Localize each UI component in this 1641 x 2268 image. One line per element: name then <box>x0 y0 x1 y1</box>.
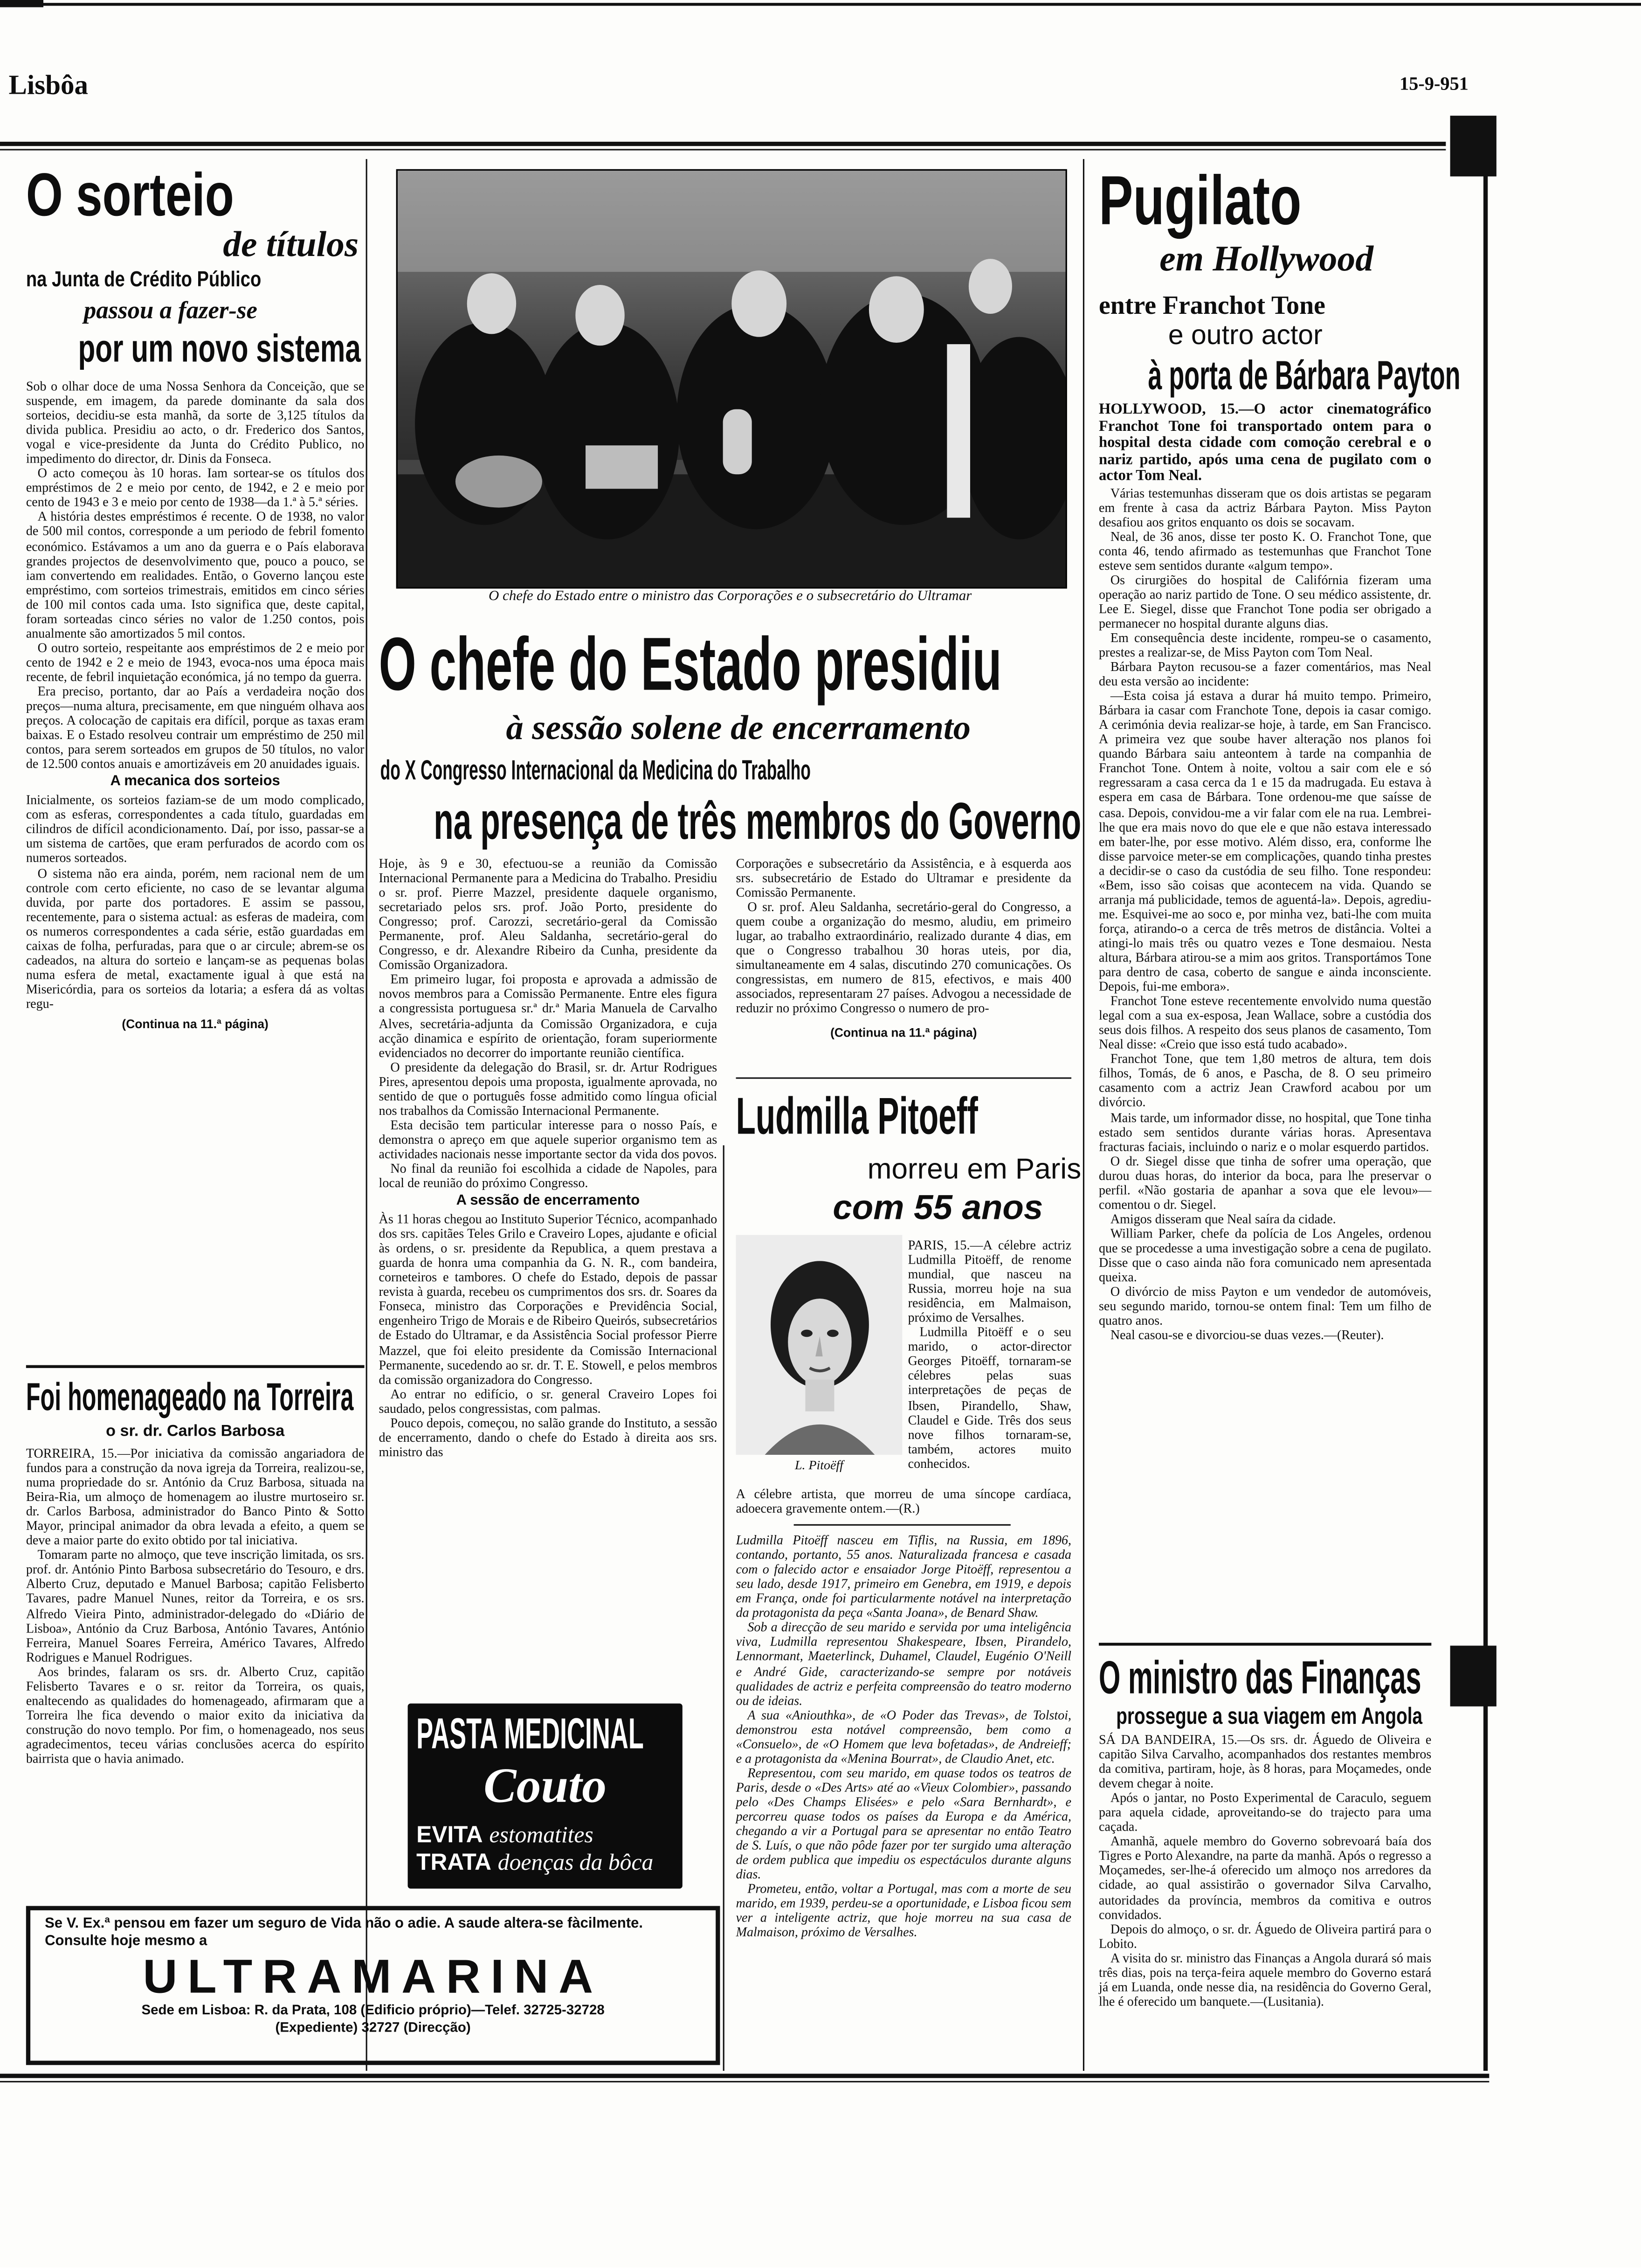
chefe-paragraph: O presidente da delegação do Brasil, sr. dr. Artur Rodrigues Pires, apresentou depois uma proposta, igualmente aprovada, no sentido de que o português fosse admitido como língua oficial nos trabalhos da Comissão Internacional Permanente. <box>379 1059 717 1118</box>
ludmilla-paragraph: PARIS, 15.—A célebre actriz Ludmilla Pitoëff, de renome mundial, que nasceu na Russia, morreu hoje na sua residência, em Malmaison, próximo de Versalhes. <box>908 1238 1072 1325</box>
chefe-headline: O chefe do Estado presidiu <box>379 623 1002 707</box>
pugilato-headline-2: em Hollywood <box>1159 240 1373 279</box>
sorteio-article <box>26 160 365 1031</box>
sorteio-paragraph: O outro sorteio, respeitante aos empréstimos de 2 e meio por cento de 1942 e 2 e meio de 1943, evoca-nos uma época mais recente, de febril inquietação económica, já no tempo da guerra. <box>26 640 365 684</box>
top-corner-mark <box>0 0 43 7</box>
sorteio-paragraph: O sistema não era ainda, porém, nem racional nem de um controle com certo eficiente, no caso de se levantar alguma duvida, por parte dos portadores. E assim se passou, recentemente, para o sistema actual: as esferas de madeira, com os numeros correspondentes a cada série, estão guardadas em caixas de folha, perfuradas, para que o ar circule; abrem-se os cadeados, na altura do sorteio e lançam-se as pequenas bolas numa esfera de metal, exactamente igual à que está na Misericórdia, para os sorteios da lotaria; a esfera dá as voltas regu- <box>26 865 365 1011</box>
sorteio-paragraph: Era preciso, portanto, dar ao País a verdadeira noção dos preços—numa altura, precisamente, em que ninguém olhava aos preços. A colocação de capitais era difícil, porque as taxas eram baixas. E o Estado resolveu contrair um empréstimo de 250 mil contos, para serem sorteados em grupos de 50 títulos, no valor de 12.500 contos anuais e amortizáveis em 20 anuidades iguais. <box>26 684 365 771</box>
torreira-article <box>26 1374 365 1766</box>
corner-block-2 <box>1450 1646 1496 1706</box>
ministro-paragraph: Depois do almoço, o sr. dr. Águedo de Oliveira partirá para o Lobito. <box>1099 1921 1432 1950</box>
ludmilla-portrait-image <box>736 1235 903 1455</box>
ad-line-1: Se V. Ex.ª pensou em fazer um seguro de Vida não o adie. A saude altera-se fàcilmente. <box>45 1916 643 1932</box>
column-rule-mid <box>723 1145 724 2071</box>
congress-photo-image <box>398 171 1066 587</box>
pugilato-lead: HOLLYWOOD, 15.—O actor cinematográfico Franchot Tone foi transportado ontem para o hospital desta cidade com comoção cerebral e o nariz partido, após uma cena de pugilato com o actor Tom Neal. <box>1099 402 1432 484</box>
sorteio-paragraph: A história destes empréstimos é recente. O de 1938, no valor de 500 mil contos, corresponde a um periodo de febril fomento económico. Estávamos a um ano da guerra e o País elaborava grandes projectos de desenvolvimento que, pouco a pouco, se iam convertendo em realidades. Então, o Governo lançou este empréstimo, com sorteios trimestrais, emitidos em cinco séries de 100 mil contos cada uma. Isto significa que, deste capital, foram sorteadas cinco séries no valor de 1.250 contos, pois anualmente são amortizados 5 mil contos. <box>26 509 365 641</box>
pugilato-paragraph: Amigos disseram que Neal saíra da cidade. <box>1110 1211 1336 1226</box>
bottom-rule-1 <box>0 2074 1489 2078</box>
bottom-rule-2 <box>0 2081 1489 2082</box>
masthead-rule-1 <box>0 142 1446 146</box>
pasta-evita: EVITA <box>416 1823 483 1848</box>
chefe-col-1 <box>379 856 717 1459</box>
pasta-line-1: PASTA MEDICINAL <box>416 1710 644 1759</box>
chefe-paragraph: Corporações e subsecretário da Assistência, e à esquerda aos srs. subsecretário de Estado do Ultramar e presidente da Comissão Permanente. <box>736 856 1072 900</box>
pugilato-headline: Pugilato <box>1099 163 1302 240</box>
pugilato-paragraph: Os cirurgiões do hospital de Califórnia fizeram uma operação ao nariz partido de Tone. O seu médico assistente, dr. Lee E. Siegel, disse que Franchot Tone podia ser obrigado a permanecer no hospital durante alguns dias. <box>1099 572 1432 630</box>
pasta-brand: Couto <box>483 1760 607 1814</box>
ministro-headline-2: prossegue a sua viagem em Angola <box>1116 1705 1423 1730</box>
masthead-city: Lisbôa <box>8 70 88 102</box>
chefe-headline-2: à sessão solene de encerramento <box>506 710 971 748</box>
ad-line-2: Consulte hoje mesmo a <box>45 1933 207 1950</box>
pasta-trata-line <box>416 1850 674 1877</box>
ludmilla-top-rule <box>736 1077 1072 1079</box>
torreira-top-rule <box>26 1365 365 1368</box>
sorteio-continuation: (Continua na 11.ª página) <box>122 1016 269 1031</box>
pugilato-paragraph: Bárbara Payton recusou-se a fazer comentários, mas Neal deu esta versão ao incidente: <box>1099 659 1432 689</box>
masthead-rule-2 <box>0 149 1446 150</box>
ad-address: Sede em Lisboa: R. da Prata, 108 (Edificio próprio)—Telef. 32725-32728 <box>141 2003 605 2019</box>
ludmilla-paragraph: Ludmilla Pitoëff e o seu marido, o actor-director Georges Pitoëff, tornaram-se célebres pelas suas interpretações de peças de Ibsen, Pirandello, Shaw, Claudel e Gide. Três dos seus nove filhos tornaram-se, também, actores muito conhecidos. <box>908 1325 1072 1471</box>
chefe-paragraph: Ao entrar no edifício, o sr. general Craveiro Lopes foi saudado, pelos congressistas, com palmas. <box>379 1386 717 1416</box>
sorteio-paragraph: Sob o olhar doce de uma Nossa Senhora da Conceição, que se suspende, em imagem, da parede dominante da sala dos sorteios, decidiu-se esta manhã, da sorte de 3,125 títulos da divida publica. Presidiu ao acto, o dr. Frederico dos Santos, vogal e vice-presidente da Junta do Crédito Publico, no impedimento do director, dr. Dinis da Fonseca. <box>26 379 365 466</box>
sorteio-headline: O sorteio <box>26 160 234 229</box>
pugilato-headline-5: à porta de Bárbara Payton <box>1148 353 1461 398</box>
ministro-paragraph: Após o jantar, no Posto Experimental de Caraculo, seguem para aquela cidade, aproveitando-se do trajecto para uma caçada. <box>1099 1791 1432 1834</box>
ludmilla-body <box>736 1487 1072 1940</box>
pugilato-paragraph: Franchot Tone, que tem 1,80 metros de altura, tem dois filhos, Tomás, de 6 anos, e Pascha, de 8. O seu primeiro casamento com a actriz Jean Crawford acabou por um divórcio. <box>1099 1051 1432 1110</box>
torreira-paragraph: Tomaram parte no almoço, que teve inscrição limitada, os srs. prof. dr. António Pinto Barbosa subsecretário do Tesouro, e drs. Alberto Cruz, deputado e Manuel Barbosa; capitão Felisberto Tavares, padre Manuel Nunes, reitor da Torreira, e os srs. Alfredo Vieira Pinto, administrador-delegado do «Diário de Lisboa», António da Cruz Barbosa, António Tavares, António Ferreira, Manuel Soares Ferreira, Américo Tavares, Alfredo Rodrigues e Manuel Rodrigues. <box>26 1548 365 1664</box>
ludmilla-bio: Prometeu, então, voltar a Portugal, mas com a morte de seu marido, em 1939, perdeu-se a oportunidade, e Lisboa ficou sem ver a inteligente actriz, que hoje morreu na sua casa de Malmaison, próximo de Versalhes. <box>736 1881 1072 1940</box>
pasta-trata: TRATA <box>416 1851 491 1876</box>
pugilato-paragraph: Neal, de 36 anos, disse ter posto K. O. Franchot Tone, que conta 46, tendo afirmado as testemunhas que Franchot Tone esteve sem sentidos durante «algum tempo». <box>1099 528 1432 573</box>
sorteio-headline-2: de títulos <box>223 225 359 265</box>
pugilato-paragraph: Neal casou-se e divorciou-se duas vezes.—(Reuter). <box>1110 1328 1384 1342</box>
ludmilla-portrait <box>736 1235 903 1455</box>
sorteio-paragraph: Inicialmente, os sorteios faziam-se de um modo complicado, com as esferas, correspondentes a cada título, guardadas em cilindros de difícil acondicionamento. Daí, por isso, passar-se a um sistema de cartões, que eram perfurados de acordo com os numeros sorteados. <box>26 793 365 866</box>
pugilato-paragraph: —Esta coisa já estava a durar há muito tempo. Primeiro, Bárbara ia casar com Franchote Tone, depois ia casar comigo. A cerimónia devia realizar-se hoje, à tarde, em San Francisco. A primeira vez que soube haver alteração nos planos foi quando Bárbara saiu anteontem à tarde na companhia de Franchot Tone. Ontem à noite, voltou a sair com ele e só regressaram a casa cerca da 1 e 15 da madrugada. Eu estava à espera em casa de Bárbara. Tone ordenou-me que saísse de casa. Depois, convidou-me a vir falar com ele na rua. Lembrei-lhe que era mais novo do que ele e que não estava interessado em bater-lhe, por esse motivo. Além disso, era, conforme lhe disse parvoice meter-se em complicações, quando tinha prestes a decidir-se o caso da custódia de seu filho. Tone respondeu: «Bem, isso são coisas que acontecem na vida. Quando se arranja má publicidade, temos de aguentá-la». Depois, agrediu-me. Esquivei-me ao soco e, por minha vez, bati-lhe com muita força, atirando-o a cerca de três metros de distância. Voltei a atingi-lo mais três ou quatro vezes e Tone desmaiou. Nesta altura, Bárbara atirou-se a mim aos gritos. Transportámos Tone para dentro de casa, coberto de sangue e ainda inconsciente. Depois, fui-me embora». <box>1099 688 1432 994</box>
torreira-subhead: o sr. dr. Carlos Barbosa <box>106 1423 285 1440</box>
chefe-paragraph: Às 11 horas chegou ao Instituto Superior Técnico, acompanhado dos srs. capitães Teles Grilo e Craveiro Lopes, ajudante e oficial às ordens, o sr. presidente da Republica, a quem prestava a guarda de honra uma companhia da G. N. R., com bandeira, corneteiros e tambores. O chefe do Estado, depois de passar revista à guarda, recebeu os cumprimentos dos srs. dr. Soares da Fonseca, ministro das Corporações e Previdência Social, engenheiro Trigo de Morais e de Ribeiro Queirós, subsecretários de Estado do Ultramar, e da Assistência Social professor Pierre Mazzel, que foi eleito presidente da Comissão Internacional Permanente, sucedendo ao sr. dr. T. E. Stowell, e pelos membros da comissão organizadora do Congresso. <box>379 1212 717 1386</box>
pugilato-headline-4: e outro actor <box>1168 321 1323 352</box>
ministro-headline: O ministro das Finanças <box>1099 1651 1421 1704</box>
chefe-headline-3: do X Congresso Internacional da Medicina do Trabalho <box>380 756 811 787</box>
chefe-paragraph: O sr. prof. Aleu Saldanha, secretário-geral do Congresso, a quem coube a organização do mesmo, aludiu, em primeiro lugar, ao trabalho extraordinário, realizado durante 4 dias, em que o Congresso trabalhou 30 horas uteis, por dia, simultaneamente em 4 salas, discutindo 270 comunicações. Os congressistas, em numero de 815, efectivos, e mais 400 associados, representaram 27 países. Advogou a necessidade de reduzir no próximo Congresso o numero de pro- <box>736 899 1072 1016</box>
pugilato-article <box>1099 163 1461 1342</box>
pugilato-headline-3: entre Franchot Tone <box>1099 290 1325 320</box>
column-rule-left <box>366 159 367 2071</box>
sorteio-headline-3: na Junta de Crédito Público <box>26 267 262 292</box>
sorteio-headline-4: passou a fazer-se <box>83 296 257 324</box>
sorteio-paragraph: O acto começou às 10 horas. Iam sortear-se os títulos dos empréstimos de 2 e meio por cento, de 1942, e 2 e meio por cento de 1943 e 3 e meio por cento de 1938—da 1.ª à 5.ª séries. <box>26 466 365 510</box>
ludmilla-headline-3: com 55 anos <box>833 1189 1043 1228</box>
ludmilla-portrait-caption: L. Pitoëff <box>794 1458 843 1473</box>
pugilato-paragraph: Mais tarde, um informador disse, no hospital, que Tone tinha estado sem sentidos durante várias horas. Apresentava fracturas faciais, incluindo o nariz e o molar esquerdo partidos. <box>1099 1110 1432 1154</box>
congress-photo <box>396 169 1067 588</box>
column-rule-right <box>1083 159 1084 2071</box>
top-rule <box>0 3 1641 6</box>
ludmilla-bio: Sob a direcção de seu marido e servida por uma inteligência viva, Ludmilla representou Shakespeare, Ibsen, Pirandelo, Lennormant, Maeterlinck, Duhamel, Claudel, Eugénio O'Neill e André Gide, caracterizando-se sempre por notáveis qualidades de actriz e perfeita compreensão do teatro moderno ou de ideias. <box>736 1620 1072 1708</box>
sorteio-headline-5: por um novo sistema <box>78 326 361 370</box>
right-margin-rule <box>1483 159 1488 2071</box>
ministro-article <box>1099 1652 1431 2009</box>
torreira-paragraph: TORREIRA, 15.—Por iniciativa da comissão angariadora de fundos para a construção da nova igreja da Torreira, realizou-se, numa propriedade do sr. António da Cruz Barbosa, situada na Beira-Ria, um almoço de homenagem ao ilustre murtoseiro sr. dr. Carlos Barbosa, administrador do Banco Pinto & Sotto Mayor, principal animador da obra levada a efeito, a quem se deve a maior parte do exito obtido por tal iniciativa. <box>26 1446 365 1548</box>
pugilato-paragraph: Franchot Tone esteve recentemente envolvido numa questão legal com a sua ex-esposa, Jean Wallace, sobre a custódia dos seus dois filhos. A respeito dos seus planos de casamento, Tom Neal disse: «Creio que isso está tudo acabado». <box>1099 994 1432 1052</box>
pasta-doencas: doenças da bôca <box>497 1851 654 1876</box>
ministro-top-rule <box>1099 1643 1431 1646</box>
pasta-estomatites: estomatites <box>489 1823 593 1848</box>
ludmilla-lead <box>908 1238 1071 1471</box>
chefe-paragraph: Esta decisão tem particular interesse para o nosso País, e demonstra o apreço em que aquele superior organismo tem as actividades nacionais nesse importante sector da vida dos povos. <box>379 1117 717 1162</box>
chefe-paragraph: No final da reunião foi escolhida a cidade de Napoles, para local de reunião do próximo Congresso. <box>379 1161 717 1190</box>
chefe-col-2 <box>736 856 1072 1039</box>
ludmilla-bio: Ludmilla Pitoëff nasceu em Tiflis, na Russia, em 1896, contando, portanto, 55 anos. Naturalizada francesa e casada com o falecido actor e ensaiador Jorge Pitoëff, representou a seu lado, desde 1917, primeiro em Genebra, em 1919, e depois em França, onde foi particularmente notável na interpretação da protagonista da peça «Santa Joana», de Benard Shaw. <box>736 1533 1072 1620</box>
chefe-paragraph: Hoje, às 9 e 30, efectuou-se a reunião da Comissão Internacional Permanente para a Medicina do Trabalho. Presidiu o sr. prof. Pierre Mazzel, presidente daquele organismo, secretariado pelos srs. prof. João Porto, presidente do Congresso; prof. Carozzi, secretário-geral da Comissão Permanente, prof. Aleu Saldanha, secretário-geral do Congresso, e dr. Alexandre Ribeiro da Cunha, presidente da Comissão Organizadora. <box>379 856 717 973</box>
pasta-evita-line <box>416 1822 674 1850</box>
ludmilla-bio: A sua «Aniouthka», de «O Poder das Trevas», de Tolstoi, demonstrou esta notável compreensão, bem como a «Consuelo», de «O Homem que leva bofetadas», de Andreieff; e a protagonista da «Menina Bourrat», de Claudio Anet, etc. <box>736 1707 1072 1766</box>
ministro-paragraph: SÁ DA BANDEIRA, 15.—Os srs. dr. Águedo de Oliveira e capitão Silva Carvalho, acompanhados dos restantes membros da comitiva, partiram, hoje, às 8 horas, para Moçamedes, onde devem chegar à noite. <box>1099 1732 1432 1791</box>
ad-phones: (Expediente) 32727 (Direcção) <box>275 2020 471 2036</box>
sorteio-subhead: A mecanica dos sorteios <box>110 774 280 790</box>
pasta-medicinal-ad <box>408 1703 683 1888</box>
pugilato-paragraph: William Parker, chefe da polícia de Los Angeles, ordenou que se procedesse a uma investigação sobre a cena de pugilato. Disse que o caso ainda não fora comunicado nem apresentada queixa. <box>1099 1226 1432 1285</box>
ludmilla-divider <box>794 1524 1011 1526</box>
corner-block <box>1450 116 1496 176</box>
pugilato-paragraph: Várias testemunhas disseram que os dois artistas se pegaram em frente à casa da actriz Bárbara Payton. Miss Payton desafiou aos gritos enquanto os dois se socavam. <box>1099 485 1432 529</box>
ludmilla-bio: Representou, com seu marido, em quase todos os teatros de Paris, desde o «Des Arts» até ao «Vieux Colombier», passando pelo «Des Champs Elisées» e pelo «Sara Bernhardt», e percorreu quase todos os países da Europa e da América, chegando a vir a Portugal para se apresentar no então Teatro de S. Luís, o que não pôde fazer por ter surgido uma alteração de ordem publica que impediu os espectáculos durante alguns dias. <box>736 1765 1072 1882</box>
ministro-paragraph: Amanhã, aquele membro do Governo sobrevoará baía dos Tigres e Porto Alexandre, na parte da manhã. Após o regresso a Moçamedes, ser-lhe-á oferecido um almoço nos arredores da cidade, ao qual assistirão o governador Silva Carvalho, autoridades da província, membros da comitiva e outros convidados. <box>1099 1834 1432 1922</box>
masthead-date: 15-9-951 <box>1400 72 1469 94</box>
chefe-continuation: (Continua na 11.ª página) <box>830 1024 977 1039</box>
chefe-paragraph: Pouco depois, começou, no salão grande do Instituto, a sessão de encerramento, dando o chefe do Estado à direita aos srs. ministro das <box>379 1415 717 1459</box>
pugilato-paragraph: O dr. Siegel disse que tinha de sofrer uma operação, que durou duas horas, do interior da boca, para lhe preservar o perfil. «Não gostaria de apanhar a sova que ele levou»—comentou o dr. Siegel. <box>1099 1153 1432 1212</box>
torreira-paragraph: Aos brindes, falaram os srs. dr. Alberto Cruz, capitão Felisberto Tavares e o sr. reitor da Torreira, os quais, enaltecendo as qualidades do homenageado, afirmaram que a Torreira lhe fica devendo o maior exito da iniciativa da construção do novo templo. Por fim, o homenageado, nos seus agradecimentos, teceu várias conclusões acerca do espírito bairrista que o havia animado. <box>26 1664 365 1766</box>
torreira-headline: Foi homenageado na Torreira <box>26 1375 354 1419</box>
chefe-paragraph: Em primeiro lugar, foi proposta e aprovada a admissão de novos membros para a Comissão Permanente. Entre eles figura a congressista portuguesa sr.ª dr.ª Maria Manuela de Carvalho Alves, secretária-adjunta da Comissão Organizadora, e cuja acção dinamica e espírito de orientação, foram superiormente evidenciados no decorrer do importante reunião científica. <box>379 972 717 1060</box>
chefe-subhead: A sessão de encerramento <box>456 1193 640 1209</box>
ultramarina-ad <box>26 1906 720 2065</box>
ministro-paragraph: A visita do sr. ministro das Finanças a Angola durará só mais três dias, pois na terça-feira aquele membro do Governo estará já em Luanda, onde nesse dia, na residência do Governo Geral, lhe é oferecido um banquete.—(Lusitania). <box>1099 1950 1432 2009</box>
ludmilla-headline: Ludmilla Pitoeff <box>736 1086 978 1146</box>
photo-caption: O chefe do Estado entre o ministro das Corporações e o subsecretário do Ultramar <box>489 588 972 605</box>
ludmilla-paragraph: A célebre artista, que morreu de uma síncope cardíaca, adoecera gravemente ontem.—(R.) <box>736 1487 1072 1516</box>
ad-brand: ULTRAMARINA <box>143 1949 603 2003</box>
pugilato-paragraph: Em consequência deste incidente, rompeu-se o casamento, prestes a realizar-se, de Miss Payton com Tom Neal. <box>1099 630 1432 660</box>
ludmilla-headline-2: morreu em Paris <box>867 1154 1082 1186</box>
chefe-headline-4: na presença de três membros do Governo <box>434 791 1082 850</box>
pugilato-paragraph: O divórcio de miss Payton e um vendedor de automóveis, seu segundo marido, tornou-se ontem final: Tem um filho de quatro anos. <box>1099 1284 1432 1328</box>
